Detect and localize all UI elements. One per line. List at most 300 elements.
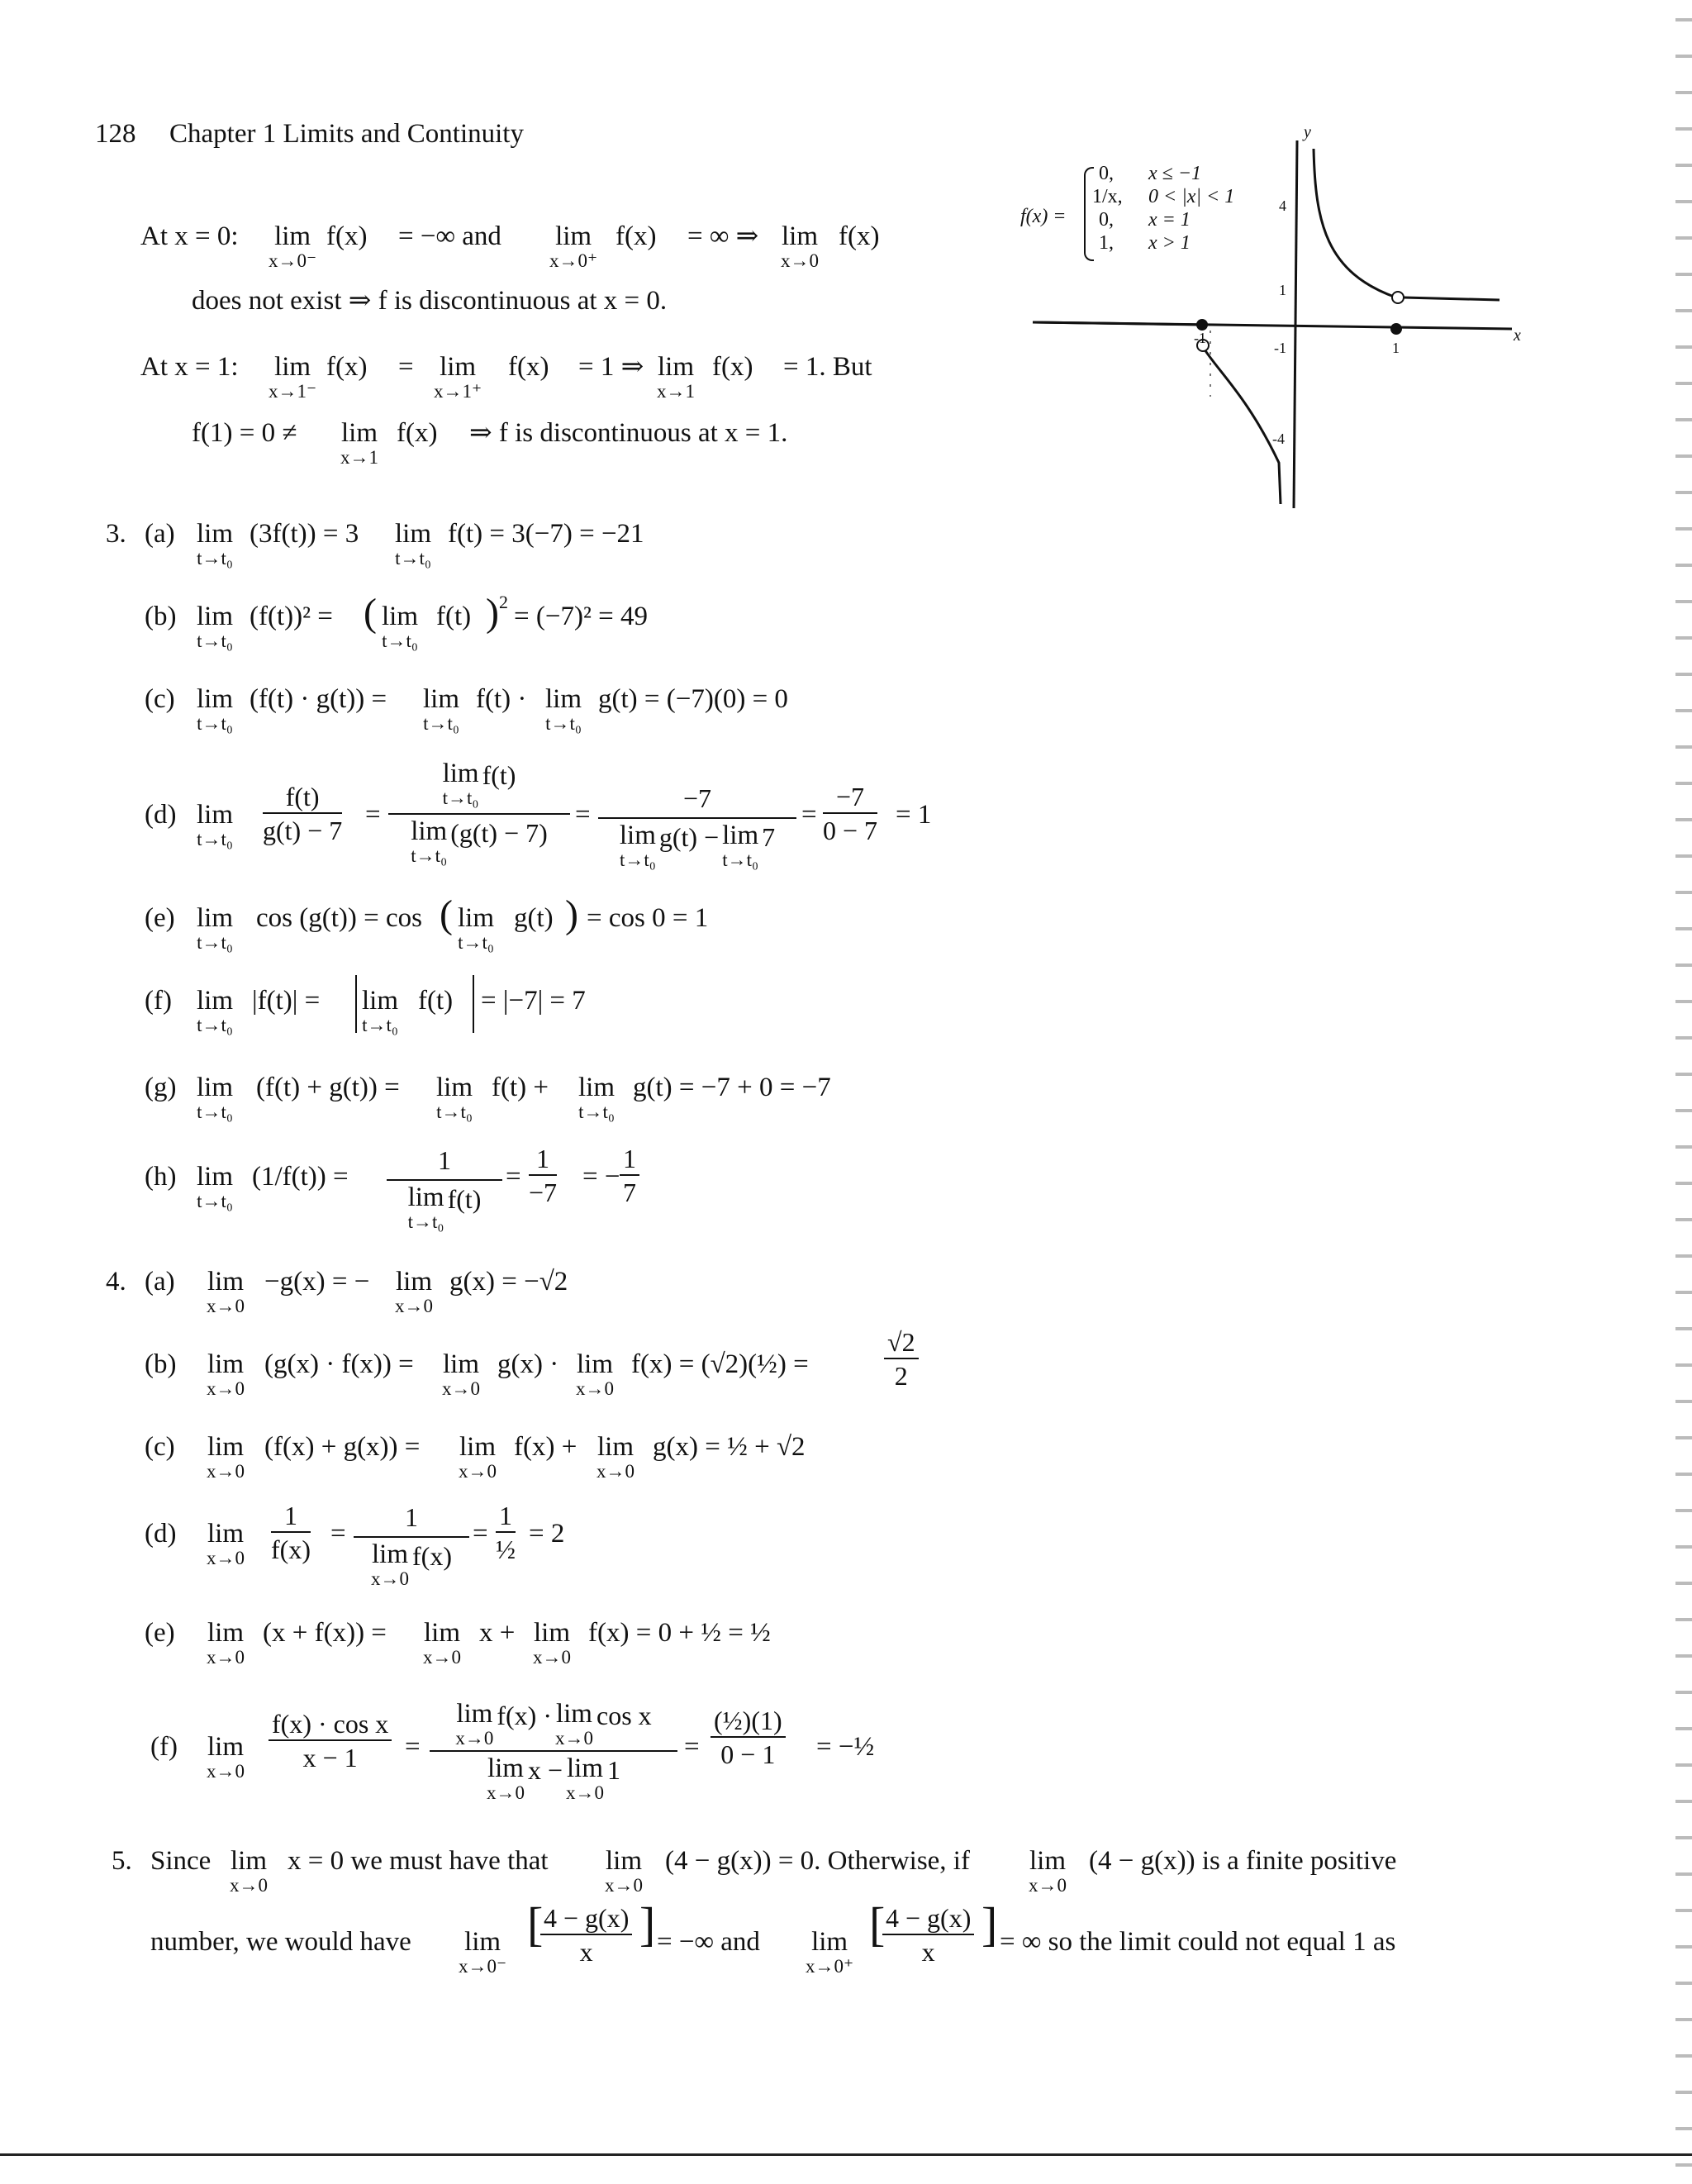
- eq: =: [506, 1162, 521, 1192]
- lim-sub: t→t₀: [197, 1191, 233, 1211]
- eq: =: [684, 1732, 700, 1762]
- lim-0plus: [549, 223, 597, 270]
- p3h-frac3: [620, 1145, 639, 1206]
- lim-sub: t→t₀: [197, 548, 233, 569]
- at0-fx-3: f(x): [839, 221, 880, 251]
- p3b-lim2: [382, 603, 418, 650]
- p3e-lim2: [458, 905, 494, 952]
- eq: =: [575, 800, 591, 830]
- p3g-label: (g): [145, 1073, 177, 1102]
- denominator: 0 − 1: [720, 1739, 776, 1769]
- p4f-frac3: [711, 1707, 786, 1768]
- eq: =: [365, 800, 381, 830]
- lim-1plus: [434, 354, 482, 401]
- p3d-frac3: [598, 783, 796, 870]
- p3d-frac2-den: [388, 813, 570, 866]
- numerator: −7: [823, 783, 877, 814]
- tick-4: 4: [1279, 197, 1286, 214]
- p5-lim2: [605, 1848, 643, 1895]
- at0-line2: does not exist ⇒ f is discontinuous at x = 0.: [192, 286, 668, 316]
- lim-sub: t→t₀: [197, 829, 233, 849]
- p4d-frac2-den-expr: f(x): [412, 1541, 452, 1571]
- p3h-result: = −: [582, 1162, 620, 1192]
- p4f-frac2: [430, 1701, 677, 1803]
- lim-sub: x→0: [605, 1875, 643, 1896]
- lim-word: lim: [657, 352, 694, 382]
- lim-word: lim: [459, 1432, 496, 1462]
- numerator: 1: [271, 1502, 311, 1533]
- p3b-expr3: = (−7)² = 49: [514, 602, 648, 631]
- denominator: g(t) − 7: [263, 816, 343, 845]
- p3b-paren-open: (: [364, 591, 377, 635]
- lim-word: lim: [207, 1519, 244, 1549]
- lim-sub: t→t₀: [197, 1015, 233, 1035]
- case-4-condition: x > 1: [1148, 232, 1191, 254]
- lim-word: lim: [456, 1699, 493, 1729]
- lim-sub: x→0: [230, 1875, 268, 1896]
- denominator: ½: [496, 1535, 516, 1564]
- lim-1minus: [269, 354, 316, 401]
- at1-fx-3: f(x): [712, 352, 753, 382]
- tick-1: 1: [1279, 282, 1286, 298]
- p4f-frac2-den: [430, 1750, 677, 1803]
- paren-open: (: [440, 892, 453, 936]
- p4d-lim1: [207, 1520, 245, 1568]
- lim-sub: x→0: [554, 1728, 593, 1749]
- p3d-frac1: [263, 783, 342, 844]
- p3d-frac2-lim-num: [443, 760, 479, 807]
- lim-sub: t→t₀: [442, 787, 479, 808]
- p3h-frac2: [529, 1145, 557, 1206]
- p3b-expr1: (f(t))² =: [250, 602, 333, 631]
- p5-lim3: [1029, 1848, 1067, 1895]
- at0-fx-1: f(x): [326, 221, 368, 251]
- p4b-expr1: (g(x) · f(x)) =: [264, 1349, 414, 1379]
- tick-neg1-y: -1: [1274, 340, 1286, 356]
- p4f-frac2-num: [430, 1701, 677, 1749]
- lim-sub: x→0⁺: [549, 250, 598, 271]
- p4b-lim1: [207, 1351, 245, 1398]
- p4c-expr3: g(x) = ½ + √2: [653, 1432, 806, 1462]
- p4a-label: (a): [145, 1267, 175, 1297]
- lim-sub: x→0: [423, 1647, 461, 1668]
- p3c-lim3: [545, 686, 582, 733]
- p4a-expr2: g(x) = −√2: [449, 1267, 568, 1297]
- numerator: (½)(1): [711, 1707, 786, 1738]
- lim-word: lim: [442, 759, 479, 788]
- lim-word: lim: [197, 903, 234, 933]
- lim-word: lim: [423, 684, 460, 714]
- lim-word: lim: [340, 418, 378, 448]
- p3d-frac3-num: −7: [682, 783, 712, 813]
- at1-label: At x = 1:: [140, 352, 239, 382]
- p4c-lim1: [207, 1434, 245, 1481]
- lim-word: lim: [197, 684, 234, 714]
- lim-word: lim: [207, 1349, 244, 1379]
- bracket-close: ]: [981, 1897, 998, 1951]
- lim-word: lim: [382, 602, 419, 631]
- lim-sub: x→0: [395, 1296, 433, 1316]
- lim-word: lim: [555, 1699, 592, 1729]
- p3g-lim1: [197, 1074, 233, 1121]
- denominator: 7: [623, 1178, 636, 1207]
- p3f-expr3: = |−7| = 7: [481, 986, 586, 1016]
- p4c-expr1: (f(x) + g(x)) =: [264, 1432, 421, 1462]
- p3c-expr3: g(t) = (−7)(0) = 0: [598, 684, 788, 714]
- lim-word: lim: [545, 684, 582, 714]
- p3h-frac1-num: 1: [438, 1145, 451, 1175]
- p3g-expr2: f(t) +: [492, 1073, 549, 1102]
- bracket-close: ]: [639, 1897, 656, 1951]
- p3h-frac1-lim: [408, 1184, 444, 1231]
- lim-word: lim: [596, 1432, 634, 1462]
- lim-word: lim: [722, 821, 759, 850]
- p3f-lim1: [197, 987, 233, 1035]
- p5-number: 5.: [112, 1846, 132, 1876]
- lim-sub: x→0: [207, 1548, 245, 1568]
- p3c-lim2: [423, 686, 459, 733]
- p3d-frac3-lim1: [620, 822, 656, 869]
- p3d-frac3-den-b: 7: [762, 822, 776, 852]
- p4c-expr2: f(x) +: [514, 1432, 577, 1462]
- p5-text2: (4 − g(x)) = 0. Otherwise, if: [665, 1846, 970, 1876]
- p3f-label: (f): [145, 986, 172, 1016]
- p4f-result: = −½: [816, 1732, 875, 1762]
- lim-word: lim: [458, 903, 495, 933]
- p3d-frac3-den-a: g(t) −: [658, 822, 720, 852]
- eq: =: [405, 1732, 421, 1762]
- case-2-value: 1/x,: [1092, 186, 1123, 207]
- p3e-lim1: [197, 905, 233, 952]
- p4d-frac3: [496, 1502, 516, 1563]
- p4f-frac2-lim3: [487, 1755, 525, 1802]
- p3d-frac3-den: [598, 817, 796, 870]
- lim-0: [781, 223, 819, 270]
- p3g-lim3: [578, 1074, 615, 1121]
- lim-word: lim: [605, 1846, 642, 1876]
- p3e-label: (e): [145, 903, 175, 933]
- p5-since: Since: [150, 1846, 212, 1876]
- eq: =: [330, 1519, 346, 1549]
- case-3-value: 0,: [1099, 209, 1114, 231]
- lim-word: lim: [811, 1927, 848, 1957]
- p4e-lim1: [207, 1620, 245, 1667]
- lim-sub: t→t₀: [411, 845, 448, 866]
- p3b-expr2: f(t): [436, 602, 472, 631]
- p4e-lim3: [533, 1620, 571, 1667]
- lim-sub: x→0: [533, 1647, 571, 1668]
- lim-word: lim: [207, 1432, 244, 1462]
- lim-word: lim: [197, 1162, 234, 1192]
- lim-sub: x→0: [207, 1761, 245, 1782]
- piecewise-graph: [1016, 124, 1528, 512]
- at0-inf: = ∞ ⇒: [687, 221, 759, 251]
- lim-sub: t→t₀: [619, 849, 656, 870]
- p5-text1: x = 0 we must have that: [288, 1846, 549, 1876]
- p5-frac2: [882, 1905, 974, 1965]
- lim-word: lim: [619, 821, 656, 850]
- lim-sub: t→t₀: [382, 630, 418, 651]
- p3h-expr1: (1/f(t)) =: [252, 1162, 349, 1192]
- p3e-expr2: g(t): [514, 903, 554, 933]
- p4f-frac2-lim4: [566, 1755, 604, 1802]
- denominator: x − 1: [302, 1743, 358, 1772]
- lim-sub: t→t₀: [407, 1211, 444, 1232]
- bracket-open: [: [527, 1897, 544, 1951]
- case-1-value: 0,: [1099, 163, 1114, 184]
- axis-y-label: y: [1304, 123, 1311, 141]
- at1-fx-1: f(x): [326, 352, 368, 382]
- lim-word: lim: [395, 519, 432, 549]
- p3h-lim1: [197, 1163, 233, 1211]
- lim-word: lim: [197, 519, 234, 549]
- p4d-frac1: [271, 1502, 311, 1563]
- lim-word: lim: [464, 1927, 501, 1957]
- page-number: 128: [95, 119, 136, 149]
- numerator: 1: [620, 1145, 639, 1176]
- p3a-expr2: f(t) = 3(−7) = −21: [448, 519, 644, 549]
- p3h-label: (h): [145, 1162, 177, 1192]
- at1-eq1-implies: = 1 ⇒: [578, 352, 644, 382]
- p3e-expr1: cos (g(t)) = cos: [256, 903, 422, 933]
- p3c-expr1: (f(t) · g(t)) =: [250, 684, 387, 714]
- at1-fx-4: f(x): [397, 418, 438, 448]
- graph-brace: [1084, 167, 1094, 261]
- lim-sub: x→0: [1029, 1875, 1067, 1896]
- p3d-frac2-den-expr: (g(t) − 7): [450, 818, 548, 848]
- at1-eq1-but: = 1. But: [783, 352, 872, 382]
- p3f-expr2: f(t): [418, 986, 454, 1016]
- lim-sub: x→0: [207, 1461, 245, 1482]
- denominator: 0 − 7: [823, 816, 878, 845]
- lim-word: lim: [555, 221, 592, 251]
- lim-word: lim: [487, 1753, 524, 1783]
- p5-line2a: number, we would have: [150, 1927, 411, 1957]
- lim-sub: t→t₀: [458, 932, 494, 953]
- p4d-frac2-num: 1: [405, 1502, 418, 1532]
- denominator: −7: [529, 1178, 558, 1207]
- lim-sub: x→0: [207, 1647, 245, 1668]
- denominator: 2: [894, 1361, 908, 1391]
- bottom-rule: [0, 2153, 1692, 2156]
- p4a-lim1: [207, 1268, 245, 1316]
- p4f-lim1: [207, 1734, 245, 1781]
- numerator: 1: [496, 1502, 516, 1533]
- lim-word: lim: [578, 1073, 615, 1102]
- p3a-lim1: [197, 521, 233, 568]
- lim-sub: x→0: [371, 1568, 410, 1589]
- lim-word: lim: [274, 352, 311, 382]
- numerator: 4 − g(x): [540, 1905, 632, 1935]
- p4d-label: (d): [145, 1519, 177, 1549]
- lim-word: lim: [442, 1349, 479, 1379]
- p3f-expr1: |f(t)| =: [252, 986, 321, 1016]
- lim-sub: t→t₀: [362, 1015, 398, 1035]
- tick-pos1-x: 1: [1392, 340, 1400, 356]
- p4f-frac2-den-b: 1: [607, 1755, 621, 1785]
- lim-sub: x→0: [596, 1461, 634, 1482]
- lim-word: lim: [207, 1618, 244, 1648]
- lim-word: lim: [362, 986, 399, 1016]
- at0-label: At x = 0:: [140, 221, 239, 251]
- lim-sub: x→0: [781, 250, 819, 271]
- at0-fx-2: f(x): [615, 221, 657, 251]
- lim-word: lim: [781, 221, 818, 251]
- lim-word: lim: [372, 1539, 409, 1569]
- p3c-label: (c): [145, 684, 175, 714]
- p4b-expr3: f(x) = (√2)(½) =: [631, 1349, 809, 1379]
- p3d-frac3-lim2: [722, 822, 758, 869]
- lim-sub: x→0⁺: [806, 1956, 854, 1977]
- lim-sub: x→0: [207, 1378, 245, 1399]
- p4e-lim2: [423, 1620, 461, 1667]
- p4e-label: (e): [145, 1618, 175, 1648]
- p4d-frac2-den: [354, 1536, 469, 1589]
- lim-word: lim: [436, 1073, 473, 1102]
- lim-word: lim: [230, 1846, 267, 1876]
- p3h-frac1-den-expr: f(t): [447, 1184, 482, 1214]
- p3d-frac2: [388, 760, 570, 866]
- p3d-frac4: [823, 783, 877, 844]
- p4e-expr3: f(x) = 0 + ½ = ½: [588, 1618, 771, 1648]
- lim-word: lim: [197, 602, 234, 631]
- lim-word: lim: [533, 1618, 570, 1648]
- denominator: x: [579, 1937, 593, 1967]
- lim-word: lim: [1029, 1846, 1066, 1876]
- eq: =: [473, 1519, 488, 1549]
- abs-bar-open: [355, 975, 357, 1033]
- p4c-lim2: [459, 1434, 497, 1481]
- eq: =: [801, 800, 817, 830]
- lim-word: lim: [395, 1267, 432, 1297]
- lim-sub: t→t₀: [722, 849, 759, 870]
- p5-line2b: = −∞ and: [657, 1927, 760, 1957]
- lim-sub: x→0: [566, 1782, 605, 1803]
- lim-0minus: [269, 223, 316, 270]
- p3d-label: (d): [145, 800, 177, 830]
- numerator: 1: [529, 1145, 557, 1176]
- lim-word: lim: [197, 1073, 234, 1102]
- p3a-expr1: (3f(t)) = 3: [250, 519, 359, 549]
- lim-sub: x→1: [340, 447, 378, 468]
- lim-sub: t→t₀: [197, 713, 233, 734]
- p4b-frac: [884, 1329, 919, 1389]
- p3g-lim2: [436, 1074, 473, 1121]
- graph-def-label: f(x) =: [1020, 206, 1067, 227]
- lim-sub: x→0: [576, 1378, 614, 1399]
- p3d-lim1: [197, 802, 233, 849]
- p5-frac1: [540, 1905, 632, 1965]
- lim-word: lim: [207, 1732, 244, 1762]
- p4e-expr2: x +: [479, 1618, 516, 1648]
- lim-sub: x→1⁺: [434, 381, 482, 402]
- numerator: f(x) · cos x: [269, 1711, 392, 1741]
- numerator: f(t): [263, 783, 342, 814]
- p4e-expr1: (x + f(x)) =: [263, 1618, 387, 1648]
- f1-neq: f(1) = 0 ≠: [192, 418, 297, 448]
- p3h-frac1: [387, 1145, 502, 1232]
- lim-word: lim: [207, 1267, 244, 1297]
- p4b-label: (b): [145, 1349, 177, 1379]
- lim-word: lim: [197, 986, 234, 1016]
- axis-x-label: x: [1514, 326, 1521, 345]
- numerator: √2: [884, 1329, 919, 1359]
- p3b-label: (b): [145, 602, 177, 631]
- p5-text3: (4 − g(x)) is a finite positive: [1089, 1846, 1397, 1876]
- p4f-frac2-num-b: cos x: [596, 1701, 652, 1730]
- lim-sub: x→1⁻: [269, 381, 317, 402]
- case-2-condition: 0 < |x| < 1: [1148, 186, 1235, 207]
- p4f-frac2-lim2: [555, 1701, 593, 1748]
- lim-sub: x→0: [455, 1728, 494, 1749]
- lim-sub: x→0⁻: [269, 250, 317, 271]
- lim-word: lim: [576, 1349, 613, 1379]
- paren-close: ): [565, 892, 578, 936]
- p4d-frac2: [354, 1502, 469, 1589]
- lim-sub: x→1: [657, 381, 695, 402]
- p4b-expr2: g(x) ·: [497, 1349, 559, 1379]
- tick-neg1-x: -1: [1194, 330, 1206, 346]
- p4a-expr1: −g(x) = −: [264, 1267, 370, 1297]
- lim-sub: x→0: [442, 1378, 480, 1399]
- lim-sub: t→t₀: [578, 1102, 615, 1122]
- p4d-frac2-lim: [371, 1541, 409, 1588]
- lim-sub: t→t₀: [197, 630, 233, 651]
- lim-word: lim: [440, 352, 477, 382]
- p4b-lim3: [576, 1351, 614, 1398]
- lim-1-b: [340, 420, 378, 467]
- at1-fx-2: f(x): [508, 352, 549, 382]
- lim-sub: t→t₀: [423, 713, 459, 734]
- bracket-open: [: [869, 1897, 886, 1951]
- lim-sub: x→0: [207, 1296, 245, 1316]
- lim-sub: x→0⁻: [459, 1956, 507, 1977]
- p3a-label: (a): [145, 519, 175, 549]
- p5-lim1: [230, 1848, 268, 1895]
- p5-lim-minus: [459, 1929, 506, 1976]
- p3b-lim1: [197, 603, 233, 650]
- case-1-condition: x ≤ −1: [1148, 163, 1202, 184]
- numerator: 4 − g(x): [882, 1905, 974, 1935]
- lim-word: lim: [411, 816, 448, 846]
- case-3-condition: x = 1: [1148, 209, 1191, 231]
- p3b-paren-close: )$^2$: [486, 591, 508, 635]
- chapter-title: Chapter 1 Limits and Continuity: [169, 119, 524, 149]
- lim-1: [657, 354, 695, 401]
- p4f-frac2-num-a: f(x) ·: [497, 1701, 552, 1730]
- lim-sub: t→t₀: [395, 548, 431, 569]
- p3a-lim2: [395, 521, 431, 568]
- abs-bar-close: [473, 975, 474, 1033]
- case-4-value: 1,: [1099, 232, 1114, 254]
- lim-sub: t→t₀: [197, 932, 233, 953]
- p3g-expr1: (f(t) + g(t)) =: [256, 1073, 400, 1102]
- p3c-expr2: f(t) ·: [476, 684, 527, 714]
- lim-sub: t→t₀: [436, 1102, 473, 1122]
- p3h-frac1-den: [387, 1179, 502, 1232]
- p3d-frac2-lim-den: [411, 818, 447, 865]
- p4a-lim2: [395, 1268, 433, 1316]
- at1-eq: =: [398, 352, 414, 382]
- lim-word: lim: [567, 1753, 604, 1783]
- tick-neg4: -4: [1272, 431, 1285, 447]
- p4d-result: = 2: [529, 1519, 565, 1549]
- p5-lim-plus: [806, 1929, 853, 1976]
- p3-number: 3.: [106, 519, 126, 549]
- lim-sub: x→0: [486, 1782, 525, 1803]
- p3e-expr3: = cos 0 = 1: [587, 903, 709, 933]
- lim-word: lim: [274, 221, 311, 251]
